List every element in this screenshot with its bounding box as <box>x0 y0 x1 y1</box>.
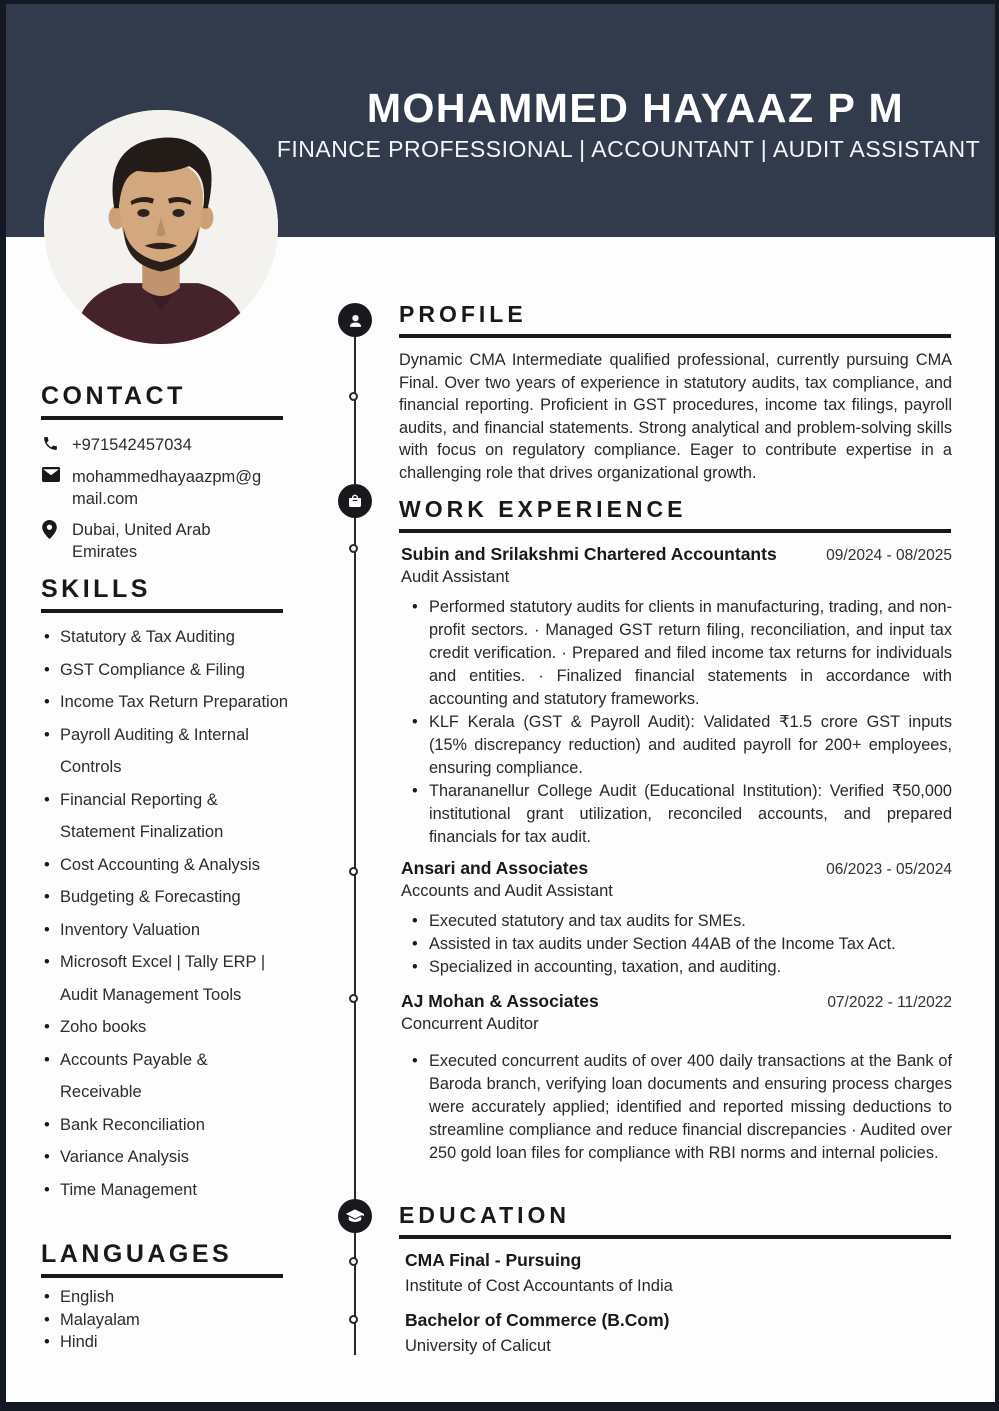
education-rule <box>399 1235 951 1239</box>
job-bullet: • Performed statutory audits for clients in manufacturing, trading, and non-profit sectors. · Managed GST return filing, reconciliation, and input tax credit verification. · Prepared and filed income tax returns for individuals and entities. · Finalized financial statements in accordance with accounting and statutory frameworks. <box>401 596 952 711</box>
education-entry <box>405 1310 951 1356</box>
skill-item: • Budgeting & Forecasting <box>42 881 292 914</box>
language-item: • Malayalam <box>42 1309 292 1332</box>
timeline-dot <box>349 1315 358 1324</box>
education-degree: CMA Final - Pursuing <box>405 1250 582 1270</box>
timeline-dot <box>349 867 358 876</box>
skill-item: • Payroll Auditing & Internal Controls <box>42 719 292 784</box>
briefcase-icon <box>338 484 372 518</box>
languages-section-title: LANGUAGES <box>41 1240 233 1268</box>
profile-photo <box>44 110 278 344</box>
job-bullet: • KLF Kerala (GST & Payroll Audit): Validated ₹1.5 crore GST inputs (15% discrepancy reduction) and audited payroll for 200+ employees, ensuring compliance. <box>401 711 952 780</box>
contact-rule <box>41 416 283 420</box>
person-tagline: FINANCE PROFESSIONAL | ACCOUNTANT | AUDIT ASSISTANT <box>276 136 981 162</box>
work-rule <box>399 529 951 533</box>
person-icon <box>338 303 372 337</box>
job-role: Audit Assistant <box>401 568 510 586</box>
languages-list <box>42 1286 292 1354</box>
contact-section-title: CONTACT <box>41 382 186 410</box>
job-bullet-list <box>401 910 952 979</box>
job-entry <box>401 544 952 849</box>
education-school: Institute of Cost Accountants of India <box>405 1277 673 1295</box>
job-bullet: • Executed concurrent audits of over 400 daily transactions at the Bank of Baroda branch, verifying loan documents and ensuring process charges were accurately applied; identified and reported missing deductions to streamline compliance and reduce financial discrepancies · Audited over 250 gold loan files for compliance with RBI norms and internal policies. <box>401 1050 952 1165</box>
job-dates: 09/2024 - 08/2025 <box>826 547 952 564</box>
skill-item: • Time Management <box>42 1174 292 1207</box>
contact-email: mohammedhayaazpm@gmail.com <box>72 468 262 508</box>
skills-list <box>42 621 292 1206</box>
job-company: Subin and Srilakshmi Chartered Accountants <box>401 544 777 564</box>
job-dates: 07/2022 - 11/2022 <box>827 994 952 1011</box>
job-role: Concurrent Auditor <box>401 1015 539 1033</box>
timeline-dot <box>349 392 358 401</box>
job-bullet: • Executed statutory and tax audits for SMEs. <box>401 910 952 933</box>
job-bullet-list <box>401 1050 952 1165</box>
location-icon <box>42 519 72 563</box>
skill-item: • Income Tax Return Preparation <box>42 686 292 719</box>
timeline-dot <box>349 544 358 553</box>
education-entry <box>405 1250 951 1296</box>
profile-rule <box>399 334 951 338</box>
profile-section-title: PROFILE <box>399 301 527 327</box>
job-header <box>401 544 952 565</box>
job-bullet-list <box>401 596 952 849</box>
phone-icon <box>42 434 72 457</box>
email-icon <box>42 466 72 510</box>
contact-row-email <box>42 466 294 510</box>
skill-item: • Financial Reporting & Statement Finalization <box>42 784 292 849</box>
languages-rule <box>41 1274 283 1278</box>
skill-item: • Zoho books <box>42 1011 292 1044</box>
job-entry <box>401 991 952 1165</box>
person-name: MOHAMMED HAYAAZ P M <box>366 85 905 131</box>
contact-location: Dubai, United Arab Emirates <box>72 521 211 561</box>
job-company: Ansari and Associates <box>401 858 589 878</box>
education-section-title: EDUCATION <box>399 1202 571 1228</box>
skill-item: • Accounts Payable & Receivable <box>42 1044 292 1109</box>
job-entry <box>401 858 952 979</box>
skill-item: • GST Compliance & Filing <box>42 654 292 687</box>
skill-item: • Bank Reconciliation <box>42 1109 292 1142</box>
job-header <box>401 991 952 1012</box>
education-school: University of Calicut <box>405 1337 551 1355</box>
job-bullet: • Assisted in tax audits under Section 44AB of the Income Tax Act. <box>401 933 952 956</box>
job-bullet: • Tharananellur College Audit (Educational Institution): Verified ₹50,000 institutional grant utilization, reconciled accounts, and prepared financials for tax audit. <box>401 780 952 849</box>
timeline-dot <box>349 1257 358 1266</box>
skill-item: • Inventory Valuation <box>42 914 292 947</box>
job-role: Accounts and Audit Assistant <box>401 882 613 900</box>
job-header <box>401 858 952 879</box>
language-item: • English <box>42 1286 292 1309</box>
timeline-dot <box>349 994 358 1003</box>
skills-section-title: SKILLS <box>41 575 151 603</box>
skill-item: • Variance Analysis <box>42 1141 292 1174</box>
contact-row-phone <box>42 434 294 457</box>
contact-row-location <box>42 519 294 563</box>
education-degree: Bachelor of Commerce (B.Com) <box>405 1310 670 1330</box>
contact-phone: +971542457034 <box>72 436 192 454</box>
skill-item: • Statutory & Tax Auditing <box>42 621 292 654</box>
profile-summary: Dynamic CMA Intermediate qualified professional, currently pursuing CMA Final. Over two years of experience in statutory audits, tax compliance, and financial reporting. Proficient in GST procedures, income tax filings, payroll audits, and financial statements. Strong analytical and problem-solving skills with focus on regulatory compliance. Eager to contribute expertise in a challenging role that drives organizational growth. <box>399 351 952 482</box>
resume-page <box>6 4 995 1402</box>
portrait-illustration <box>44 110 278 344</box>
job-company: AJ Mohan & Associates <box>401 991 599 1011</box>
skills-rule <box>41 609 283 613</box>
contact-list <box>42 434 294 572</box>
language-item: • Hindi <box>42 1331 292 1354</box>
job-bullet: • Specialized in accounting, taxation, and auditing. <box>401 956 952 979</box>
skill-item: • Microsoft Excel | Tally ERP | Audit Management Tools <box>42 946 292 1011</box>
work-section-title: WORK EXPERIENCE <box>399 496 687 522</box>
job-dates: 06/2023 - 05/2024 <box>826 861 952 878</box>
skill-item: • Cost Accounting & Analysis <box>42 849 292 882</box>
graduation-cap-icon <box>338 1199 372 1233</box>
